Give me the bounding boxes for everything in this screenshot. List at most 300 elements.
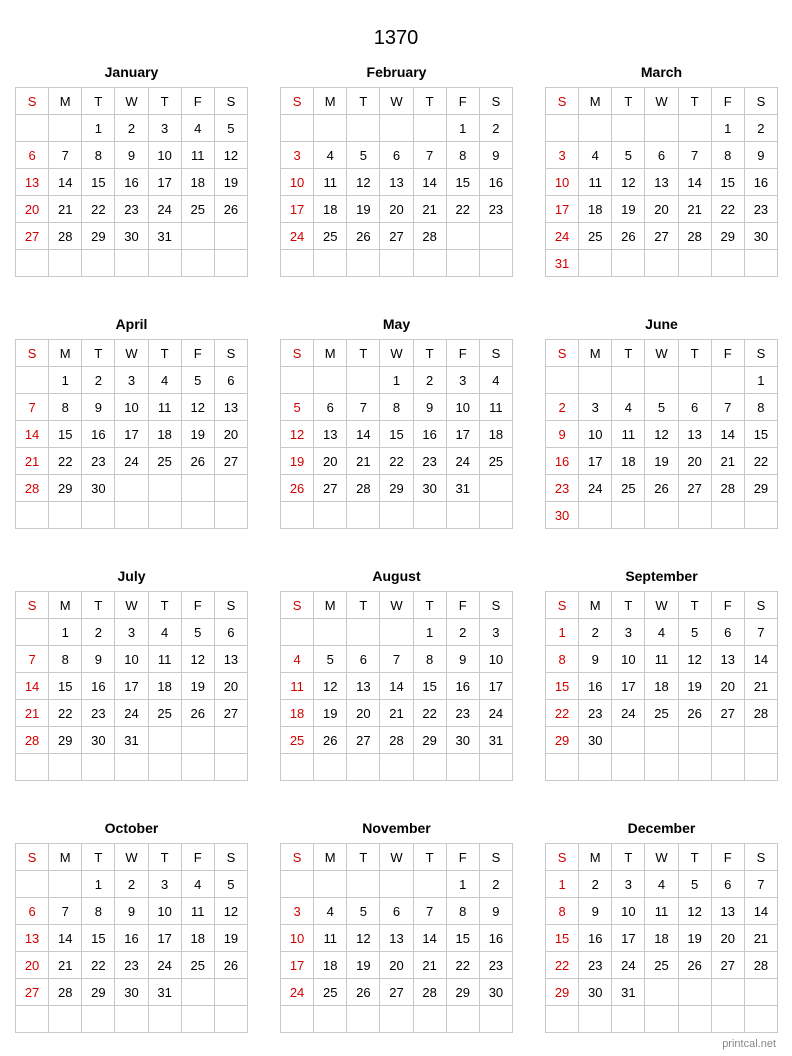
- day-cell: 27: [16, 979, 49, 1006]
- day-cell: 23: [479, 952, 512, 979]
- day-cell: 11: [612, 421, 645, 448]
- day-cell: 26: [645, 475, 678, 502]
- weekday-header: W: [380, 592, 413, 619]
- day-cell: 10: [281, 925, 314, 952]
- day-cell: 2: [479, 115, 512, 142]
- empty-cell: [49, 502, 82, 529]
- day-cell: 21: [16, 448, 49, 475]
- day-cell: 5: [678, 619, 711, 646]
- day-cell: 15: [49, 673, 82, 700]
- weekday-header: F: [181, 88, 214, 115]
- day-cell: 8: [413, 646, 446, 673]
- empty-cell: [314, 250, 347, 277]
- day-cell: 19: [214, 169, 247, 196]
- day-cell: 14: [16, 421, 49, 448]
- weekday-header: S: [744, 88, 777, 115]
- weekday-header: T: [148, 340, 181, 367]
- year-title: 1370: [373, 27, 419, 49]
- weekday-header: S: [546, 88, 579, 115]
- day-cell: 8: [744, 394, 777, 421]
- week-row: [546, 223, 778, 250]
- month-grid: [15, 339, 248, 529]
- day-cell: 14: [49, 925, 82, 952]
- day-cell: 18: [281, 700, 314, 727]
- day-cell: 10: [446, 394, 479, 421]
- empty-cell: [49, 250, 82, 277]
- weekday-header: T: [612, 844, 645, 871]
- day-cell: 17: [148, 925, 181, 952]
- day-cell: 29: [744, 475, 777, 502]
- day-cell: 17: [281, 196, 314, 223]
- empty-cell: [281, 115, 314, 142]
- empty-cell: [413, 871, 446, 898]
- day-cell: 20: [16, 196, 49, 223]
- month-grid: [15, 591, 248, 781]
- day-cell: 30: [82, 727, 115, 754]
- day-cell: 11: [579, 169, 612, 196]
- empty-cell: [446, 502, 479, 529]
- weekday-header-row: [281, 88, 513, 115]
- day-cell: 22: [546, 700, 579, 727]
- day-cell: 15: [546, 673, 579, 700]
- empty-cell: [711, 1006, 744, 1033]
- day-cell: 11: [181, 898, 214, 925]
- day-cell: 27: [380, 223, 413, 250]
- empty-cell: [744, 979, 777, 1006]
- weekday-header: T: [148, 592, 181, 619]
- weekday-header: S: [546, 844, 579, 871]
- day-cell: 25: [612, 475, 645, 502]
- day-cell: 16: [413, 421, 446, 448]
- empty-cell: [181, 475, 214, 502]
- month-grid: [545, 591, 778, 781]
- day-cell: 26: [347, 223, 380, 250]
- day-cell: 11: [314, 169, 347, 196]
- day-cell: 4: [314, 898, 347, 925]
- month-grid: [280, 339, 513, 529]
- week-row: [546, 169, 778, 196]
- day-cell: 12: [678, 646, 711, 673]
- weekday-header: W: [645, 844, 678, 871]
- week-row: [16, 115, 248, 142]
- day-cell: 16: [479, 925, 512, 952]
- weekday-header: F: [446, 844, 479, 871]
- empty-cell: [711, 979, 744, 1006]
- weekday-header: T: [82, 592, 115, 619]
- day-cell: 8: [546, 898, 579, 925]
- weekday-header: T: [413, 88, 446, 115]
- day-cell: 22: [711, 196, 744, 223]
- week-row: [546, 898, 778, 925]
- week-row: [546, 754, 778, 781]
- weekday-header: T: [347, 340, 380, 367]
- week-row: [281, 979, 513, 1006]
- week-row: [281, 394, 513, 421]
- day-cell: 14: [711, 421, 744, 448]
- day-cell: 20: [645, 196, 678, 223]
- empty-cell: [479, 223, 512, 250]
- day-cell: 17: [612, 925, 645, 952]
- day-cell: 19: [347, 196, 380, 223]
- day-cell: 4: [645, 871, 678, 898]
- day-cell: 24: [546, 223, 579, 250]
- day-cell: 10: [579, 421, 612, 448]
- empty-cell: [612, 727, 645, 754]
- weekday-header: T: [413, 340, 446, 367]
- week-row: [16, 394, 248, 421]
- empty-cell: [380, 1006, 413, 1033]
- empty-cell: [380, 871, 413, 898]
- weekday-header: S: [281, 592, 314, 619]
- week-row: [546, 952, 778, 979]
- day-cell: 2: [115, 871, 148, 898]
- day-cell: 2: [744, 115, 777, 142]
- empty-cell: [16, 1006, 49, 1033]
- day-cell: 21: [711, 448, 744, 475]
- empty-cell: [49, 115, 82, 142]
- empty-cell: [82, 1006, 115, 1033]
- day-cell: 22: [49, 700, 82, 727]
- weekday-header-row: [281, 844, 513, 871]
- day-cell: 22: [744, 448, 777, 475]
- weekday-header: S: [479, 340, 512, 367]
- week-row: [16, 421, 248, 448]
- day-cell: 20: [314, 448, 347, 475]
- month-name: July: [117, 568, 146, 584]
- empty-cell: [380, 754, 413, 781]
- week-row: [546, 196, 778, 223]
- weekday-header: F: [181, 340, 214, 367]
- day-cell: 23: [115, 196, 148, 223]
- month-name: April: [115, 316, 148, 332]
- empty-cell: [413, 502, 446, 529]
- empty-cell: [546, 1006, 579, 1033]
- empty-cell: [181, 1006, 214, 1033]
- day-cell: 1: [711, 115, 744, 142]
- day-cell: 23: [446, 700, 479, 727]
- month-name: December: [627, 820, 696, 836]
- empty-cell: [181, 223, 214, 250]
- day-cell: 16: [744, 169, 777, 196]
- day-cell: 8: [82, 898, 115, 925]
- day-cell: 12: [645, 421, 678, 448]
- empty-cell: [347, 502, 380, 529]
- day-cell: 20: [214, 421, 247, 448]
- weekday-header: S: [214, 844, 247, 871]
- empty-cell: [645, 979, 678, 1006]
- empty-cell: [49, 754, 82, 781]
- empty-cell: [16, 619, 49, 646]
- month-name: August: [372, 568, 421, 584]
- day-cell: 28: [413, 979, 446, 1006]
- day-cell: 2: [82, 367, 115, 394]
- day-cell: 5: [281, 394, 314, 421]
- week-row: [16, 502, 248, 529]
- empty-cell: [678, 502, 711, 529]
- weekday-header: S: [16, 844, 49, 871]
- day-cell: 11: [148, 394, 181, 421]
- day-cell: 13: [214, 394, 247, 421]
- weekday-header: F: [181, 592, 214, 619]
- day-cell: 24: [479, 700, 512, 727]
- weekday-header: T: [82, 340, 115, 367]
- day-cell: 13: [645, 169, 678, 196]
- day-cell: 20: [347, 700, 380, 727]
- empty-cell: [281, 754, 314, 781]
- day-cell: 15: [711, 169, 744, 196]
- empty-cell: [479, 475, 512, 502]
- weekday-header: S: [281, 844, 314, 871]
- day-cell: 30: [744, 223, 777, 250]
- day-cell: 9: [446, 646, 479, 673]
- weekday-header: M: [314, 844, 347, 871]
- day-cell: 13: [16, 925, 49, 952]
- day-cell: 26: [314, 727, 347, 754]
- day-cell: 3: [446, 367, 479, 394]
- week-row: [546, 142, 778, 169]
- empty-cell: [148, 1006, 181, 1033]
- day-cell: 25: [314, 223, 347, 250]
- empty-cell: [314, 619, 347, 646]
- month-name: October: [104, 820, 159, 836]
- weekday-header: M: [49, 844, 82, 871]
- empty-cell: [579, 250, 612, 277]
- day-cell: 22: [446, 196, 479, 223]
- weekday-header-row: [546, 592, 778, 619]
- day-cell: 29: [413, 727, 446, 754]
- weekday-header: M: [314, 88, 347, 115]
- month-grid: [280, 843, 513, 1033]
- day-cell: 23: [744, 196, 777, 223]
- day-cell: 25: [579, 223, 612, 250]
- day-cell: 12: [181, 394, 214, 421]
- day-cell: 1: [82, 115, 115, 142]
- week-row: [281, 754, 513, 781]
- weekday-header: T: [612, 340, 645, 367]
- empty-cell: [281, 619, 314, 646]
- weekday-header: S: [479, 844, 512, 871]
- day-cell: 12: [678, 898, 711, 925]
- month-july: [15, 568, 248, 781]
- day-cell: 12: [314, 673, 347, 700]
- day-cell: 13: [711, 646, 744, 673]
- day-cell: 9: [413, 394, 446, 421]
- week-row: [281, 421, 513, 448]
- day-cell: 2: [579, 619, 612, 646]
- day-cell: 1: [446, 871, 479, 898]
- day-cell: 24: [148, 952, 181, 979]
- weekday-header: M: [49, 88, 82, 115]
- day-cell: 17: [579, 448, 612, 475]
- weekday-header: W: [645, 340, 678, 367]
- day-cell: 22: [49, 448, 82, 475]
- weekday-header: W: [645, 592, 678, 619]
- day-cell: 23: [579, 700, 612, 727]
- day-cell: 25: [645, 700, 678, 727]
- week-row: [281, 952, 513, 979]
- month-june: [545, 316, 778, 529]
- day-cell: 8: [380, 394, 413, 421]
- month-grid: [15, 87, 248, 277]
- day-cell: 28: [744, 952, 777, 979]
- month-december: [545, 820, 778, 1033]
- day-cell: 31: [115, 727, 148, 754]
- day-cell: 12: [281, 421, 314, 448]
- empty-cell: [678, 1006, 711, 1033]
- day-cell: 24: [281, 979, 314, 1006]
- day-cell: 26: [347, 979, 380, 1006]
- day-cell: 16: [82, 421, 115, 448]
- day-cell: 30: [479, 979, 512, 1006]
- day-cell: 7: [49, 898, 82, 925]
- day-cell: 6: [347, 646, 380, 673]
- day-cell: 24: [115, 448, 148, 475]
- day-cell: 19: [678, 925, 711, 952]
- empty-cell: [612, 754, 645, 781]
- day-cell: 18: [314, 196, 347, 223]
- day-cell: 10: [479, 646, 512, 673]
- day-cell: 26: [181, 448, 214, 475]
- day-cell: 5: [347, 898, 380, 925]
- month-name: May: [382, 316, 411, 332]
- day-cell: 28: [678, 223, 711, 250]
- day-cell: 17: [281, 952, 314, 979]
- weekday-header: S: [16, 592, 49, 619]
- weekday-header: T: [148, 844, 181, 871]
- weekday-header: M: [579, 340, 612, 367]
- day-cell: 7: [413, 898, 446, 925]
- day-cell: 13: [678, 421, 711, 448]
- weekday-header: M: [579, 844, 612, 871]
- day-cell: 2: [413, 367, 446, 394]
- day-cell: 7: [744, 619, 777, 646]
- day-cell: 6: [16, 142, 49, 169]
- day-cell: 23: [115, 952, 148, 979]
- month-name: February: [366, 64, 427, 80]
- weekday-header-row: [546, 844, 778, 871]
- day-cell: 24: [115, 700, 148, 727]
- day-cell: 26: [214, 952, 247, 979]
- empty-cell: [214, 475, 247, 502]
- week-row: [546, 619, 778, 646]
- day-cell: 30: [446, 727, 479, 754]
- week-row: [281, 448, 513, 475]
- day-cell: 3: [579, 394, 612, 421]
- day-cell: 23: [82, 448, 115, 475]
- day-cell: 28: [49, 979, 82, 1006]
- weekday-header: S: [479, 592, 512, 619]
- day-cell: 1: [744, 367, 777, 394]
- week-row: [16, 898, 248, 925]
- empty-cell: [347, 250, 380, 277]
- day-cell: 16: [446, 673, 479, 700]
- day-cell: 21: [744, 673, 777, 700]
- week-row: [16, 727, 248, 754]
- week-row: [16, 979, 248, 1006]
- day-cell: 19: [678, 673, 711, 700]
- day-cell: 3: [479, 619, 512, 646]
- weekday-header: F: [711, 340, 744, 367]
- day-cell: 11: [181, 142, 214, 169]
- day-cell: 13: [711, 898, 744, 925]
- month-grid: [15, 843, 248, 1033]
- day-cell: 29: [546, 979, 579, 1006]
- day-cell: 26: [281, 475, 314, 502]
- empty-cell: [314, 367, 347, 394]
- week-row: [281, 115, 513, 142]
- day-cell: 14: [413, 169, 446, 196]
- week-row: [281, 250, 513, 277]
- day-cell: 25: [148, 700, 181, 727]
- day-cell: 26: [214, 196, 247, 223]
- day-cell: 21: [347, 448, 380, 475]
- week-row: [281, 1006, 513, 1033]
- weekday-header: W: [380, 340, 413, 367]
- day-cell: 15: [744, 421, 777, 448]
- week-row: [16, 142, 248, 169]
- day-cell: 14: [678, 169, 711, 196]
- week-row: [546, 115, 778, 142]
- empty-cell: [744, 1006, 777, 1033]
- day-cell: 15: [380, 421, 413, 448]
- empty-cell: [711, 250, 744, 277]
- day-cell: 15: [413, 673, 446, 700]
- empty-cell: [16, 502, 49, 529]
- day-cell: 27: [678, 475, 711, 502]
- day-cell: 29: [446, 979, 479, 1006]
- day-cell: 20: [678, 448, 711, 475]
- day-cell: 27: [214, 448, 247, 475]
- empty-cell: [214, 979, 247, 1006]
- weekday-header: W: [645, 88, 678, 115]
- week-row: [281, 475, 513, 502]
- day-cell: 25: [181, 196, 214, 223]
- day-cell: 16: [579, 925, 612, 952]
- day-cell: 23: [479, 196, 512, 223]
- day-cell: 13: [347, 673, 380, 700]
- day-cell: 24: [148, 196, 181, 223]
- day-cell: 10: [148, 898, 181, 925]
- day-cell: 7: [413, 142, 446, 169]
- empty-cell: [347, 619, 380, 646]
- weekday-header-row: [16, 340, 248, 367]
- weekday-header: M: [49, 592, 82, 619]
- empty-cell: [82, 754, 115, 781]
- day-cell: 16: [115, 169, 148, 196]
- empty-cell: [16, 367, 49, 394]
- day-cell: 12: [181, 646, 214, 673]
- day-cell: 3: [115, 367, 148, 394]
- day-cell: 8: [82, 142, 115, 169]
- empty-cell: [711, 727, 744, 754]
- day-cell: 7: [347, 394, 380, 421]
- day-cell: 25: [314, 979, 347, 1006]
- day-cell: 25: [181, 952, 214, 979]
- day-cell: 19: [314, 700, 347, 727]
- day-cell: 21: [16, 700, 49, 727]
- empty-cell: [214, 1006, 247, 1033]
- week-row: [16, 448, 248, 475]
- day-cell: 20: [380, 196, 413, 223]
- day-cell: 31: [546, 250, 579, 277]
- day-cell: 4: [479, 367, 512, 394]
- day-cell: 8: [446, 142, 479, 169]
- weekday-header: T: [678, 340, 711, 367]
- weekday-header: W: [115, 340, 148, 367]
- day-cell: 5: [314, 646, 347, 673]
- day-cell: 16: [82, 673, 115, 700]
- day-cell: 27: [380, 979, 413, 1006]
